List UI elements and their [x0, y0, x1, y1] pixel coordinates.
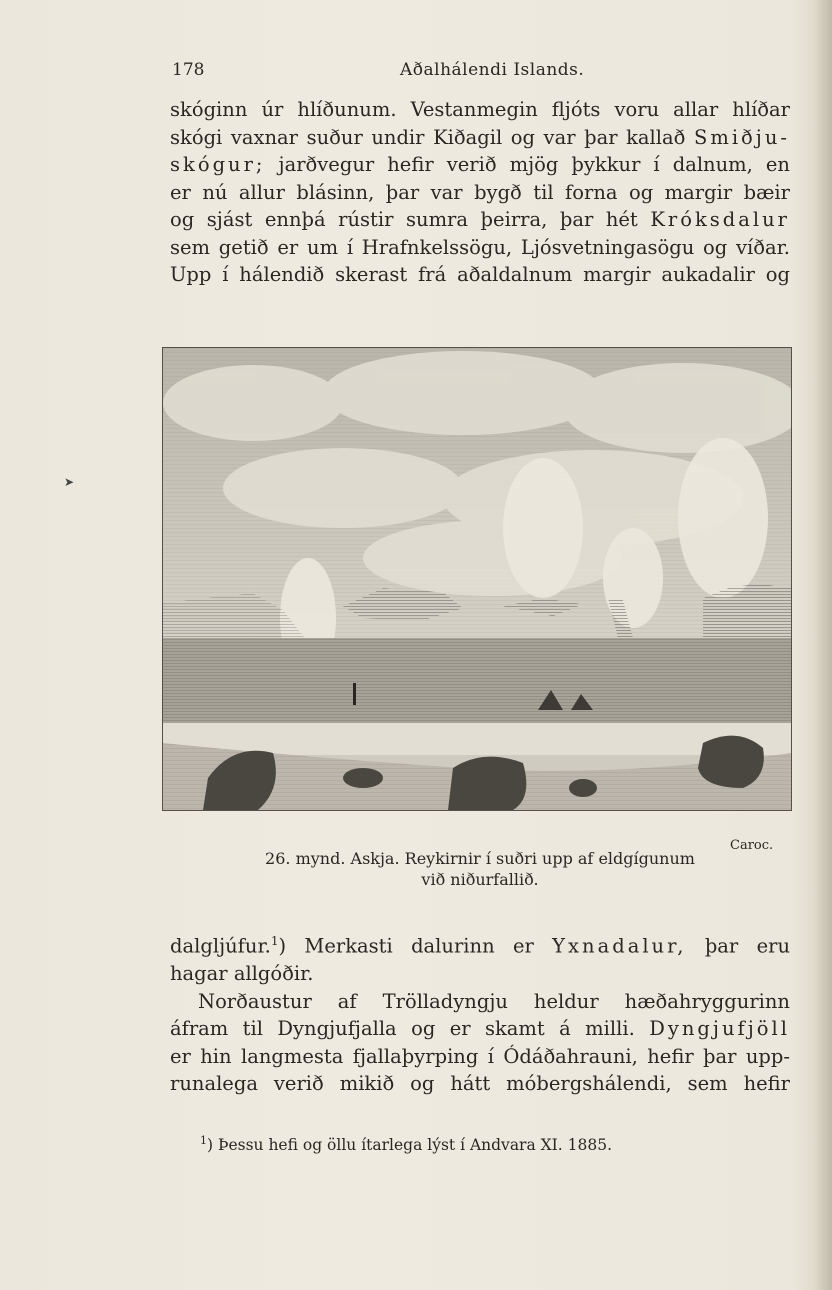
text-run: þar eru — [704, 934, 790, 958]
text-line: skóginn úr hlíðunum. Vestanmegin fljóts voru allar hlíðar — [170, 98, 790, 121]
page-header — [170, 60, 790, 84]
spaced-word: Smiðju- — [693, 125, 790, 149]
text-line — [170, 124, 790, 152]
figure-engraving — [162, 347, 792, 811]
spaced-word: Yxnadalur, — [552, 934, 687, 958]
page-edge-shadow — [814, 0, 832, 1290]
text-run: og sjást ennþá rústir sumra þeirra, þar hét — [170, 208, 638, 231]
text-run: dalgljúfur. — [170, 934, 271, 958]
text-line: Norðaustur af Trölladyngju heldur hæðahryggurinn — [198, 989, 790, 1013]
footnote-mark: 1 — [200, 1134, 207, 1147]
person-silhouette — [353, 683, 356, 705]
text-line: sem getið er um í Hrafnkelssögu, Ljósvetningasögu og víðar. — [170, 235, 790, 259]
margin-arrow-icon: ➤ — [64, 475, 75, 489]
landscape-illustration — [163, 348, 791, 810]
text-line: Upp í hálendið skerast frá aðaldalnum margir aukadalir og — [170, 263, 790, 286]
paragraph-bottom — [170, 928, 790, 1098]
text-line — [170, 151, 790, 179]
figure-caption — [170, 848, 790, 890]
text-run: áfram til Dyngjufjalla og er skamt á milli. — [170, 1017, 635, 1040]
text-line — [170, 206, 790, 234]
text-run: skógi vaxnar suður undir Kiðagil og var þar kallað — [170, 125, 686, 149]
text-line — [170, 1015, 790, 1043]
text-line — [170, 928, 790, 960]
spaced-word: skógur; — [170, 153, 266, 176]
text-run: jarðvegur hefir verið mjög þykkur í dalnum, en — [278, 153, 790, 176]
caption-line: 26. mynd. Askja. Reykirnir í suðri upp af eldgígunum — [265, 849, 695, 868]
page-number: 178 — [172, 60, 205, 80]
footnote — [200, 1134, 760, 1154]
lake — [163, 723, 791, 755]
text-line: er hin langmesta fjallaþyrping í Ódáðahrauni, hefir þar upp- — [170, 1044, 790, 1068]
spaced-word: Króksdalur — [650, 208, 791, 231]
running-title: Aðalhálendi Islands. — [400, 60, 585, 80]
text-run: ) Merkasti dalurinn er — [278, 934, 534, 958]
text-line: er nú allur blásinn, þar var bygð til forna og margir bæir — [170, 180, 790, 204]
footnote-ref: 1 — [270, 934, 279, 948]
text-line: hagar allgóðir. — [170, 962, 314, 985]
spaced-word: Dyngjufjöll — [649, 1017, 790, 1040]
illustration-credit: Caroc. — [730, 838, 774, 853]
paragraph-top — [170, 96, 790, 289]
footnote-text: ) Þessu hefi og öllu ítarlega lýst í Andvara XI. 1885. — [207, 1136, 613, 1155]
caption-line: við niðurfallið. — [421, 870, 539, 889]
text-line: runalega verið mikið og hátt móbergshálendi, sem hefir — [170, 1072, 790, 1095]
